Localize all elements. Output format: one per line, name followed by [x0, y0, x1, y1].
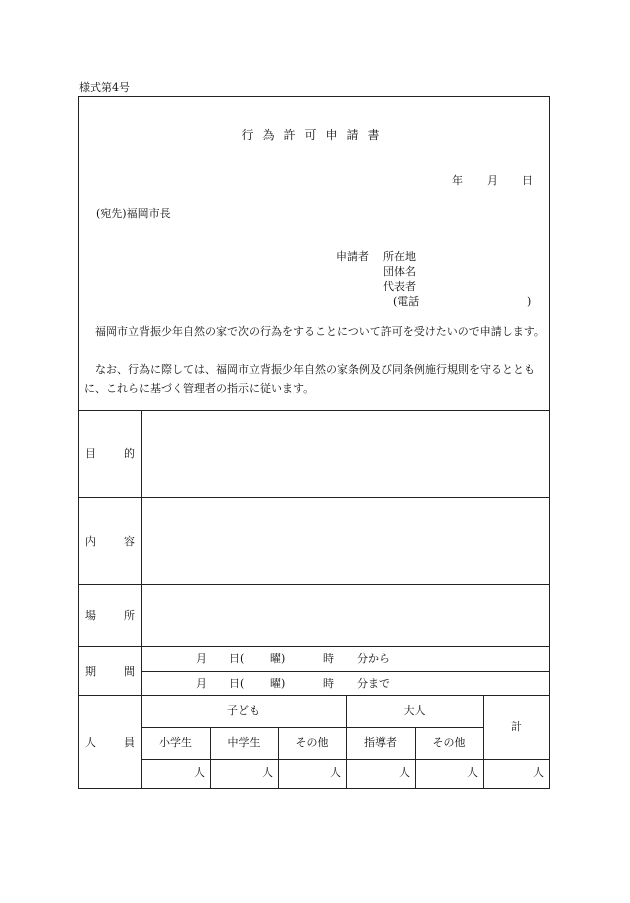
- divider-period-lines: [141, 671, 550, 672]
- phone-close-paren: ): [527, 295, 532, 308]
- children-header: 子ども: [227, 704, 260, 717]
- period-start-minute[interactable]: 分から: [357, 652, 390, 665]
- purpose-field[interactable]: [142, 411, 550, 497]
- place-label-char1: 場: [85, 609, 96, 622]
- date-month-field[interactable]: 月: [487, 174, 498, 187]
- period-start-hour[interactable]: 時: [323, 652, 334, 665]
- divider-people-groups: [141, 727, 483, 728]
- content-label-char2: 容: [124, 535, 135, 548]
- people-label-char1: 人: [85, 736, 96, 749]
- period-start-weekday[interactable]: 曜): [270, 652, 286, 665]
- document-title: 行為許可申請書: [241, 128, 389, 142]
- count-children-other-field[interactable]: 人: [330, 766, 341, 779]
- applicant-representative-field[interactable]: 代表者: [383, 280, 416, 293]
- content-label-char1: 内: [85, 535, 96, 548]
- place-label-char2: 所: [124, 609, 135, 622]
- period-label-char2: 間: [124, 665, 135, 678]
- date-day-field[interactable]: 日: [522, 174, 533, 187]
- divider-adults-total: [483, 695, 484, 789]
- column-adults-other: その他: [432, 736, 466, 749]
- period-end-weekday[interactable]: 曜): [270, 677, 286, 690]
- period-end-hour[interactable]: 時: [323, 677, 334, 690]
- adults-header: 大人: [403, 704, 426, 717]
- form-number: 様式第4号: [79, 81, 130, 94]
- count-total-field[interactable]: 人: [533, 766, 544, 779]
- date-year-field[interactable]: 年: [452, 174, 463, 187]
- period-end-month[interactable]: 月: [196, 677, 207, 690]
- applicant-group-field[interactable]: 団体名: [383, 265, 416, 278]
- applicant-label: 申請者: [336, 250, 369, 263]
- period-start-day[interactable]: 日(: [229, 652, 245, 665]
- column-elementary: 小学生: [159, 736, 192, 749]
- count-adults-other-field[interactable]: 人: [467, 766, 478, 779]
- content-field[interactable]: [142, 498, 550, 584]
- period-end-minute[interactable]: 分まで: [357, 677, 390, 690]
- column-children-other: その他: [295, 736, 329, 749]
- count-elementary-field[interactable]: 人: [194, 766, 205, 779]
- request-statement: 福岡市立背振少年自然の家で次の行為をすることについて許可を受けたいので申請します。: [95, 325, 545, 338]
- period-end-day[interactable]: 日(: [229, 677, 245, 690]
- divider-period-people: [78, 695, 550, 696]
- purpose-label-char2: 的: [124, 447, 135, 460]
- column-leaders: 指導者: [364, 736, 397, 749]
- applicant-phone-field[interactable]: (電話: [393, 295, 420, 308]
- divider-place-period: [78, 646, 550, 647]
- compliance-statement: なお、行為に際しては、福岡市立背振少年自然の家条例及び同条例施行規則を守るとともに、これらに基づく管理者の指示に従います。: [84, 363, 535, 395]
- place-field[interactable]: [142, 585, 550, 646]
- count-leaders-field[interactable]: 人: [399, 766, 410, 779]
- total-header: 計: [511, 720, 522, 733]
- applicant-address-field[interactable]: 所在地: [383, 250, 416, 263]
- period-start-month[interactable]: 月: [196, 652, 207, 665]
- purpose-label-char1: 目: [85, 447, 96, 460]
- addressee: (宛先)福岡市長: [96, 207, 171, 220]
- people-label-char2: 員: [124, 736, 135, 749]
- column-junior-high: 中学生: [227, 736, 261, 749]
- period-label-char1: 期: [85, 665, 96, 678]
- count-junior-high-field[interactable]: 人: [262, 766, 273, 779]
